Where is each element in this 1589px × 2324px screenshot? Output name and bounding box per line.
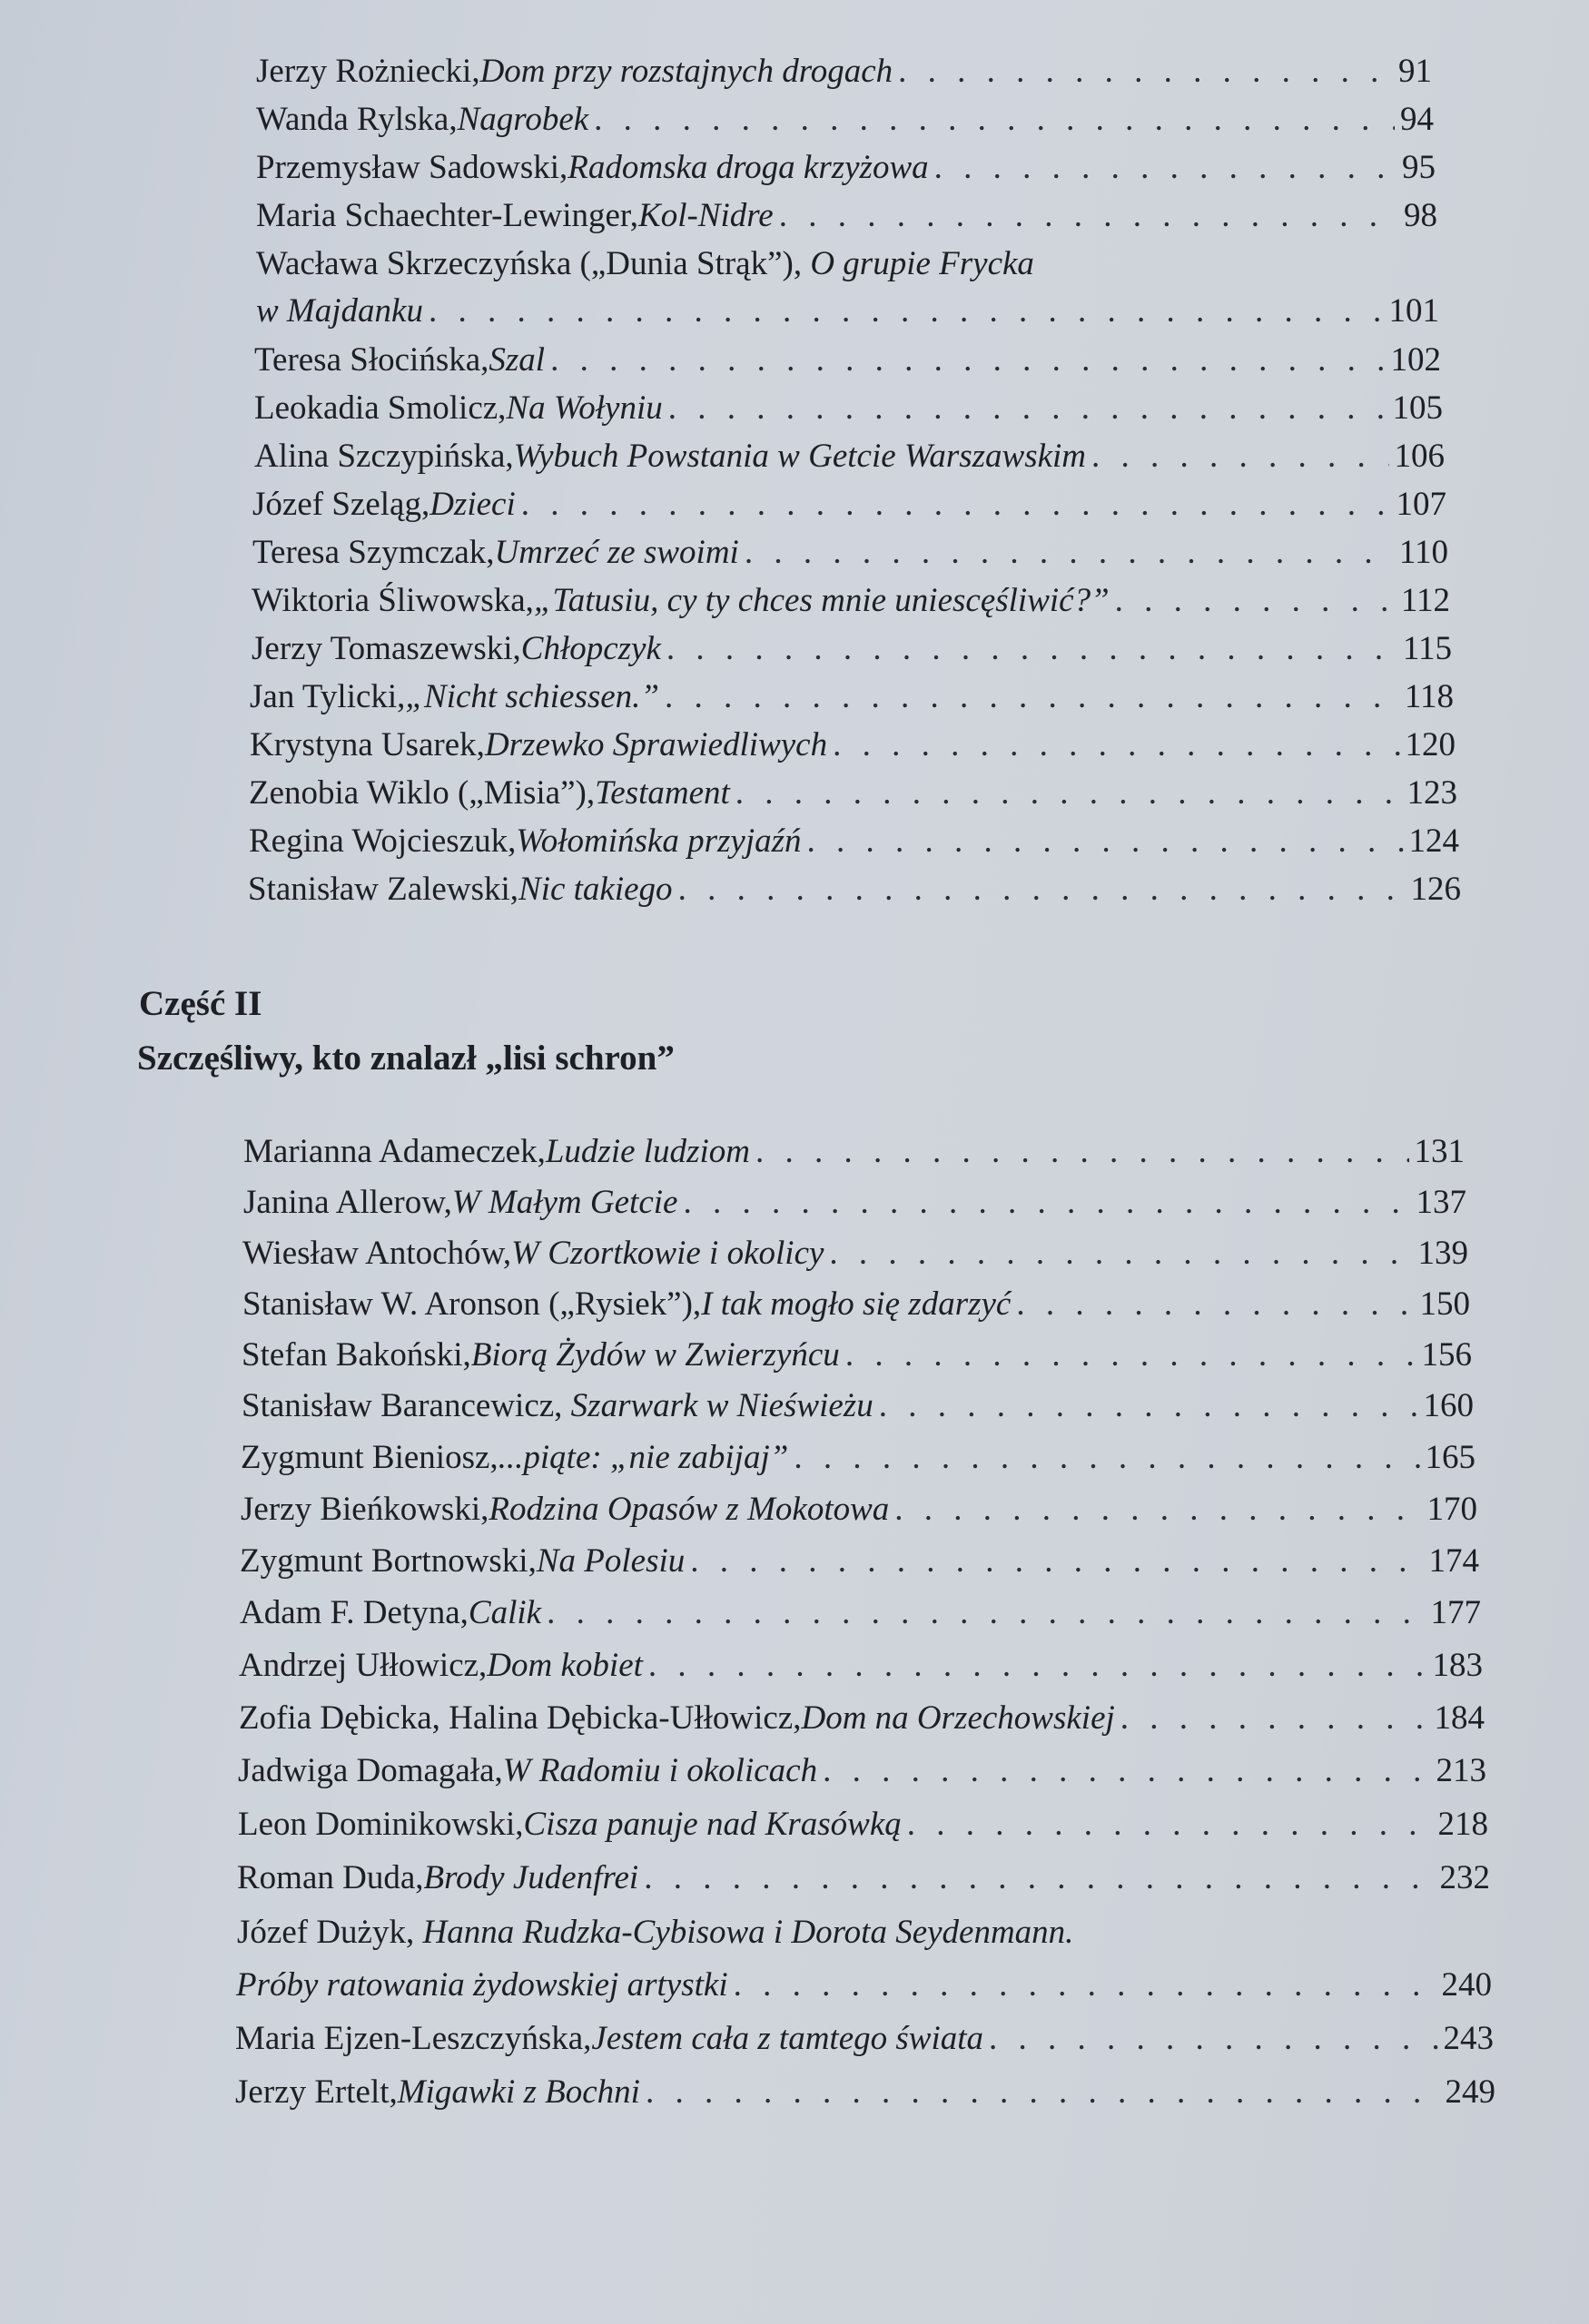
toc-entry: [242, 1231, 1468, 1276]
entry-title: Migawki z Bochni: [397, 2073, 640, 2111]
entry-title: Wołomińska przyjaźń: [516, 822, 802, 860]
entry-page: 105: [1392, 389, 1443, 427]
entry-page: 232: [1439, 1859, 1490, 1896]
toc-entry: [250, 675, 1454, 720]
entry-author: Przemysław Sadowski,: [256, 149, 568, 186]
dot-leader: [521, 482, 1391, 527]
dot-leader: [755, 1129, 1409, 1175]
dot-leader: [690, 1539, 1423, 1584]
entry-author: Maria Schaechter-Lewinger,: [256, 197, 639, 234]
dot-leader: [646, 2070, 1440, 2115]
entry-title: Dom przy rozstajnych drogach: [479, 53, 893, 90]
entry-author: Jerzy Tomaszewski,: [252, 630, 521, 667]
entry-page: 165: [1425, 1439, 1476, 1476]
dot-leader: [550, 338, 1385, 383]
entry-author: Jerzy Ertelt,: [235, 2073, 398, 2111]
toc-entry-first-line: [256, 241, 1034, 287]
entry-title: O grupie Frycka: [810, 245, 1034, 282]
toc-entry: [237, 1856, 1490, 1901]
entry-author: Zygmunt Bieniosz,: [241, 1439, 498, 1476]
entry-title: Nic takiego: [518, 871, 673, 908]
entry-page: 110: [1398, 534, 1448, 571]
entry-page: 126: [1410, 871, 1461, 908]
entry-author: Leon Dominikowski,: [238, 1806, 524, 1843]
entry-title: W Małym Getcie: [451, 1184, 678, 1221]
dot-leader: [989, 2016, 1437, 2062]
entry-author: Adam F. Detyna,: [240, 1594, 469, 1631]
entry-title: Szarwark w Nieświeżu: [562, 1387, 873, 1424]
entry-title: Nagrobek: [457, 101, 589, 138]
entry-title: Brody Judenfrei: [423, 1859, 639, 1896]
toc-entry: [243, 1129, 1465, 1175]
entry-title: Cisza panuje nad Krasówką: [523, 1806, 902, 1843]
dot-leader: [668, 386, 1387, 431]
toc-entry: [252, 626, 1452, 672]
entry-page: 101: [1388, 292, 1439, 330]
entry-author: Zofia Dębicka, Halina Dębicka-Ułłowicz,: [239, 1699, 802, 1737]
entry-page: 107: [1396, 486, 1446, 523]
entry-author: Wiktoria Śliwowska,: [252, 582, 534, 619]
dot-leader: [833, 723, 1399, 768]
dot-leader: [735, 771, 1402, 816]
dot-leader: [665, 675, 1399, 720]
entry-page: 106: [1394, 438, 1445, 475]
toc-entry: [240, 1590, 1481, 1636]
toc-entry: [236, 1963, 1492, 2008]
toc-entry: [249, 771, 1457, 816]
entry-title: Dom kobiet: [487, 1647, 643, 1684]
dot-leader: [1016, 1282, 1414, 1327]
toc-entry: [239, 1696, 1485, 1741]
dot-leader: [829, 1231, 1412, 1276]
entry-author: Krystyna Usarek,: [250, 726, 485, 763]
toc-entry: [252, 530, 1448, 576]
entry-author: Andrzej Ułłowicz,: [239, 1647, 488, 1684]
entry-title: Drzewko Sprawiedliwych: [484, 726, 828, 763]
entry-title: Dom na Orzechowskiej: [801, 1699, 1115, 1737]
entry-author: Janina Allerow,: [243, 1184, 452, 1221]
toc-entry: [243, 1180, 1466, 1226]
entry-title: Na Polesiu: [536, 1542, 686, 1580]
entry-page: 139: [1417, 1235, 1468, 1272]
dot-leader: [734, 1963, 1436, 2008]
entry-title: Testament: [595, 774, 730, 812]
entry-author: Jerzy Bieńkowski,: [241, 1491, 489, 1528]
entry-page: 131: [1414, 1133, 1465, 1170]
entry-page: 218: [1437, 1806, 1488, 1843]
entry-title: Kol-Nidre: [638, 197, 774, 234]
entry-title: Rodzina Opasów z Mokotowa: [489, 1491, 890, 1528]
dot-leader: [845, 1333, 1416, 1378]
entry-title: Umrzeć ze swoimi: [494, 534, 739, 571]
entry-title: W Czortkowie i okolicy: [511, 1235, 824, 1272]
toc-entry: [256, 49, 1432, 94]
dot-leader: [1091, 434, 1388, 479]
toc-entry: [250, 723, 1456, 768]
entry-author: Roman Duda,: [237, 1859, 424, 1896]
entry-author: Wanda Rylska,: [256, 101, 458, 138]
toc-entry: [238, 1802, 1488, 1847]
dot-leader: [1115, 578, 1396, 624]
toc-entry: [241, 1435, 1476, 1481]
entry-title: Dzieci: [429, 486, 516, 523]
entry-page: 240: [1441, 1966, 1492, 2004]
toc-entry: [256, 289, 1439, 334]
dot-leader: [823, 1748, 1430, 1794]
entry-author: Zygmunt Bortnowski,: [240, 1542, 537, 1580]
toc-entry: [238, 1748, 1486, 1794]
entry-author: Marianna Adameczek,: [243, 1133, 546, 1170]
dot-leader: [745, 530, 1394, 576]
entry-page: 150: [1419, 1285, 1470, 1323]
dot-leader: [894, 1487, 1421, 1532]
entry-author: Jadwiga Domagała,: [238, 1752, 503, 1789]
entry-page: 184: [1434, 1699, 1485, 1737]
dot-leader: [794, 1435, 1419, 1481]
entry-page: 120: [1405, 726, 1456, 763]
entry-title: Radomska droga krzyżowa: [568, 149, 929, 186]
entry-title: Calik: [468, 1594, 542, 1631]
toc-entry: [249, 819, 1459, 864]
dot-leader: [1120, 1696, 1429, 1741]
toc-entry: [252, 578, 1450, 624]
entry-author: Jerzy Rożniecki,: [256, 53, 480, 90]
entry-page: 183: [1432, 1647, 1483, 1684]
entry-page: 177: [1430, 1594, 1481, 1631]
toc-entry: [254, 434, 1445, 479]
part-heading: Szczęśliwy, kto znalazł „lisi schron”: [137, 1039, 675, 1078]
entry-author: Stanisław Barancewicz,: [242, 1387, 563, 1424]
entry-title: I tak mogło się zdarzyć: [701, 1285, 1012, 1323]
entry-page: 95: [1402, 149, 1436, 186]
dot-leader: [678, 867, 1406, 912]
dot-leader: [934, 145, 1397, 191]
entry-author: Stanisław Zalewski,: [248, 871, 519, 908]
entry-page: 213: [1436, 1752, 1486, 1789]
dot-leader: [666, 626, 1397, 672]
entry-title-continuation: Próby ratowania żydowskiej artystki: [236, 1966, 728, 2004]
toc-entry: [235, 2070, 1495, 2115]
entry-author: Teresa Szymczak,: [252, 534, 495, 571]
entry-author: Józef Szeląg,: [252, 486, 430, 523]
toc-entry: [256, 145, 1436, 191]
dot-leader: [879, 1384, 1418, 1429]
toc-entry: [254, 386, 1443, 431]
toc-entry: [252, 482, 1446, 527]
entry-page: 137: [1416, 1184, 1466, 1221]
entry-title: Wybuch Powstania w Getcie Warszawskim: [513, 438, 1087, 475]
entry-title: Hanna Rudzka-Cybisowa i Dorota Seydenmann.: [422, 1914, 1074, 1951]
toc-entry: [256, 97, 1434, 143]
entry-page: 156: [1421, 1336, 1472, 1374]
entry-author: Maria Ejzen-Leszczyńska,: [235, 2020, 592, 2057]
entry-title: Chłopczyk: [520, 630, 661, 667]
dot-leader: [683, 1180, 1410, 1226]
toc-entry: [239, 1643, 1483, 1689]
entry-page: 249: [1445, 2073, 1495, 2111]
dot-leader: [429, 289, 1384, 334]
entry-page: 115: [1402, 630, 1452, 667]
toc-entry-first-line: [237, 1910, 1073, 1955]
entry-author: Jan Tylicki,: [250, 678, 406, 715]
entry-author: Zenobia Wiklo („Misia”),: [249, 774, 596, 812]
part-label: Część II: [139, 984, 262, 1023]
entry-title: „Nicht schiessen.”: [405, 678, 659, 715]
entry-page: 118: [1404, 678, 1454, 715]
entry-page: 102: [1390, 341, 1441, 379]
entry-title-continuation: w Majdanku: [256, 292, 423, 330]
entry-author: Alina Szczypińska,: [254, 438, 514, 475]
entry-author: Stanisław W. Aronson („Rysiek”),: [242, 1285, 702, 1323]
entry-author: Józef Dużyk,: [237, 1914, 423, 1951]
entry-page: 243: [1443, 2020, 1494, 2057]
dot-leader: [898, 49, 1393, 94]
toc-entry: [254, 338, 1441, 383]
dot-leader: [807, 819, 1404, 864]
dot-leader: [648, 1643, 1427, 1689]
entry-title: Na Wołyniu: [506, 389, 663, 427]
dot-leader: [779, 193, 1398, 239]
entry-page: 112: [1400, 582, 1450, 619]
entry-page: 94: [1400, 101, 1434, 138]
toc-entry: [241, 1487, 1477, 1532]
entry-author: Leokadia Smolicz,: [254, 389, 507, 427]
entry-author: Stefan Bakoński,: [242, 1336, 471, 1374]
entry-title: Biorą Żydów w Zwierzyńcu: [470, 1336, 840, 1374]
entry-author: Wacława Skrzeczyńska („Dunia Strąk”),: [256, 245, 811, 282]
entry-title: Ludzie ludziom: [545, 1133, 750, 1170]
toc-entry: [242, 1282, 1470, 1327]
entry-title: „Tatusiu, cy ty chces mnie uniescęśliwić?”: [533, 582, 1110, 619]
toc-entry: [242, 1384, 1474, 1429]
entry-page: 98: [1404, 197, 1437, 234]
dot-leader: [644, 1856, 1434, 1901]
toc-entry: [240, 1539, 1479, 1584]
toc-entry: [242, 1333, 1472, 1378]
entry-title: Szal: [489, 341, 546, 379]
entry-author: Regina Wojcieszuk,: [249, 822, 517, 860]
entry-title: Jestem cała z tamtego świata: [591, 2020, 984, 2057]
entry-page: 174: [1428, 1542, 1479, 1580]
entry-author: Wiesław Antochów,: [242, 1235, 512, 1272]
toc-entry: [248, 867, 1461, 912]
entry-page: 124: [1408, 822, 1459, 860]
entry-page: 91: [1398, 53, 1432, 90]
dot-leader: [547, 1590, 1425, 1636]
entry-page: 170: [1426, 1491, 1477, 1528]
toc-entry: [256, 193, 1437, 239]
dot-leader: [907, 1802, 1433, 1847]
toc-entry: [235, 2016, 1494, 2062]
entry-page: 160: [1423, 1387, 1474, 1424]
entry-title: W Radomiu i okolicach: [502, 1752, 818, 1789]
entry-title: ...piąte: „nie zabijaj”: [498, 1439, 789, 1476]
entry-page: 123: [1406, 774, 1457, 812]
entry-author: Teresa Słocińska,: [254, 341, 489, 379]
dot-leader: [594, 97, 1395, 143]
